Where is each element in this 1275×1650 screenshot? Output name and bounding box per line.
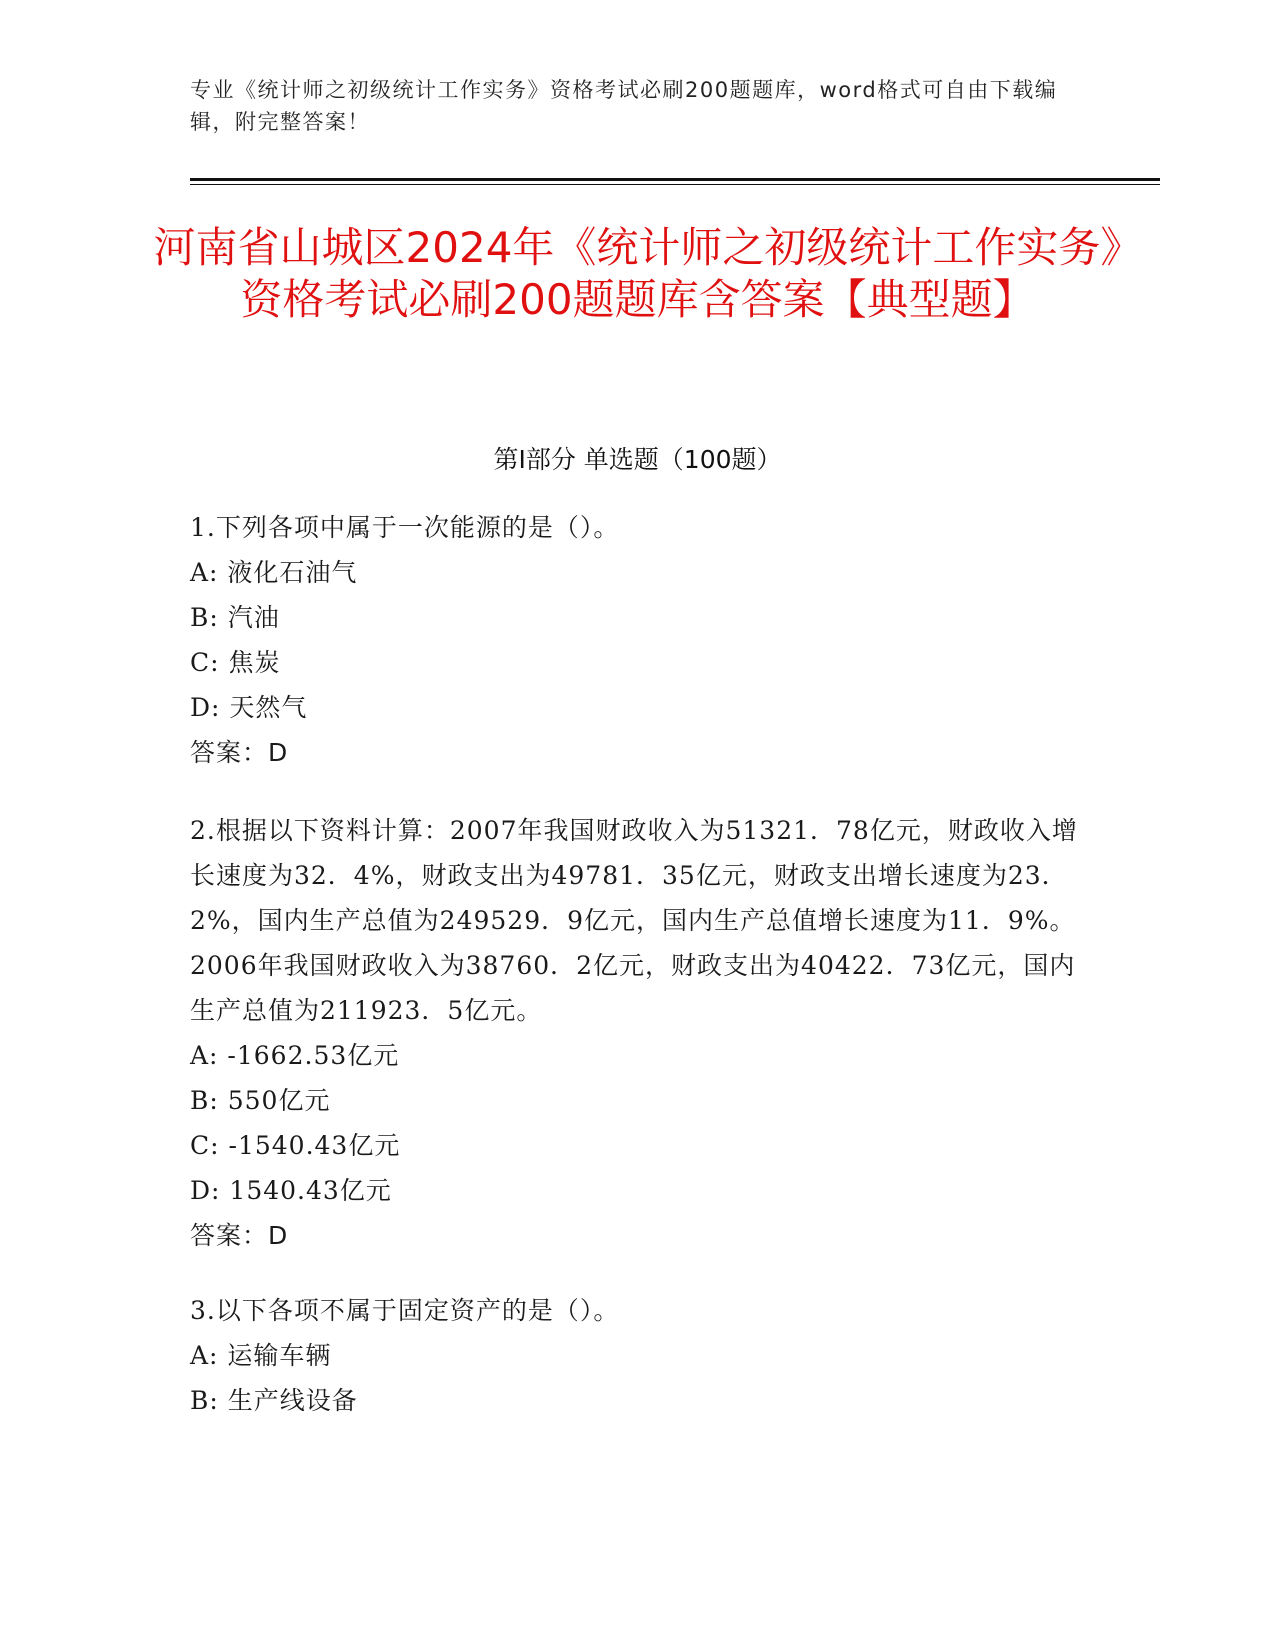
question-1 [190, 505, 1090, 775]
section-heading: 第I部分 单选题（100题） [493, 445, 782, 474]
option-c: C: 焦炭 [190, 648, 281, 677]
option-b: B: 汽油 [190, 603, 280, 632]
option-d: D: 天然气 [190, 693, 308, 722]
question-2 [190, 808, 1090, 1258]
option-b: B: 550亿元 [190, 1086, 331, 1115]
header-note: 专业《统计师之初级统计工作实务》资格考试必刷200题题库，word格式可自由下载编辑，附完整答案！ [190, 78, 1058, 134]
option-a: A: -1662.53亿元 [190, 1041, 400, 1070]
document-title: 河南省山城区2024年《统计师之初级统计工作实务》资格考试必刷200题题库含答案【典型题】 [153, 223, 1122, 324]
option-a: A: 运输车辆 [190, 1341, 332, 1370]
question-stem: 1.下列各项中属于一次能源的是（）。 [190, 513, 620, 542]
question-stem: 3.以下各项不属于固定资产的是（）。 [190, 1296, 620, 1325]
option-c: C: -1540.43亿元 [190, 1131, 401, 1160]
header-rule-thin [190, 184, 1160, 185]
question-3 [190, 1288, 1090, 1423]
option-a: A: 液化石油气 [190, 558, 358, 587]
answer-label: 答案：D [190, 738, 289, 767]
answer-label: 答案：D [190, 1221, 289, 1250]
option-b: B: 生产线设备 [190, 1386, 358, 1415]
header-rule-thick [190, 178, 1160, 181]
option-d: D: 1540.43亿元 [190, 1176, 392, 1205]
question-stem: 2.根据以下资料计算：2007年我国财政收入为51321．78亿元，财政收入增长速度为32．4%，财政支出为49781．35亿元，财政支出增长速度为23．2%，国内生产总值为249529．9亿元，国内生产总值增长速度为11．9%。2006年我国财政收入为38760．2亿元，财政支出为40422．73亿元，国内生产总值为211923．5亿元。 [190, 816, 1078, 1025]
